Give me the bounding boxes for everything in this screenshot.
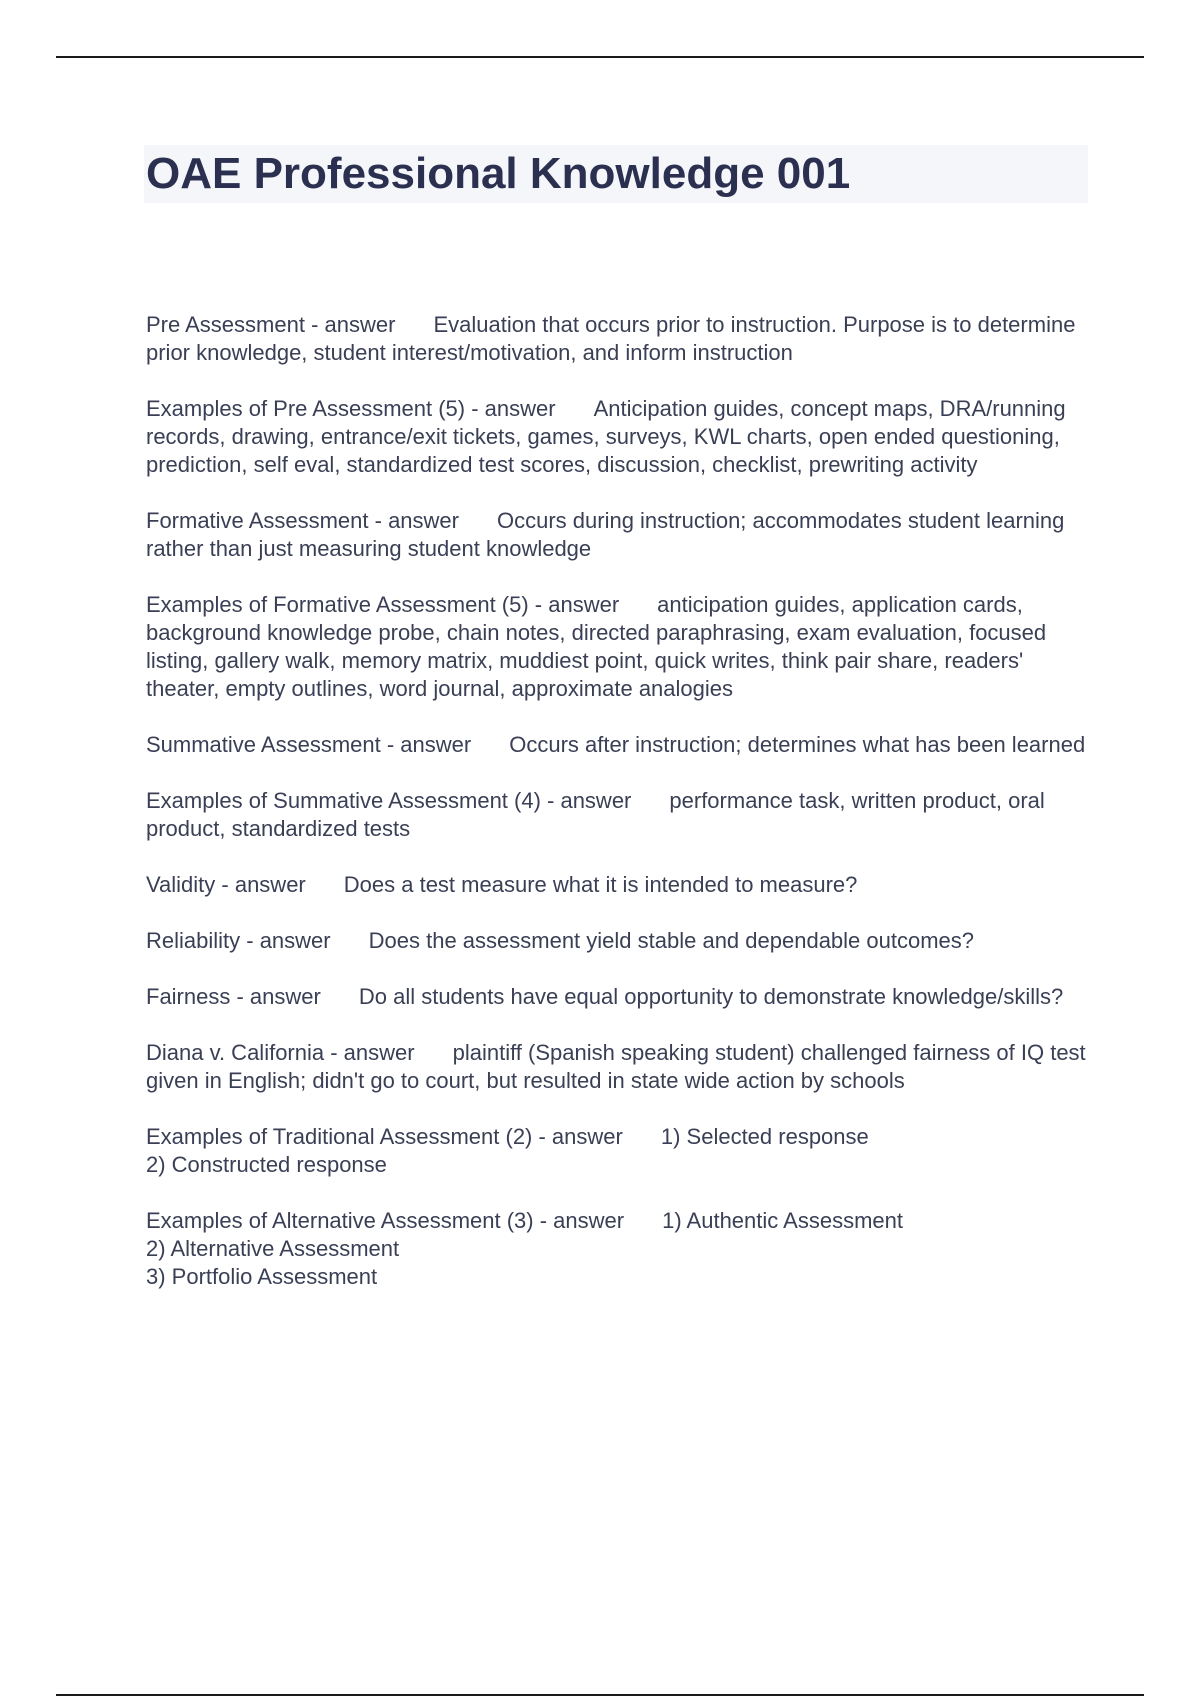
qa-answer: Occurs during instruction; accommodates student learning rather than just measuring student knowledge: [146, 508, 1065, 561]
qa-answer: 1) Authentic Assessment: [662, 1208, 903, 1233]
bottom-rule: [56, 1694, 1144, 1696]
qa-term: Reliability - answer: [146, 928, 331, 953]
qa-answer: Do all students have equal opportunity to demonstrate knowledge/skills?: [358, 984, 1064, 1009]
qa-item-validity: [146, 871, 1091, 899]
qa-answer: Evaluation that occurs prior to instruction. Purpose is to determine prior knowledge, student interest/motivation, and inform instruction: [146, 312, 1076, 365]
qa-term: Summative Assessment - answer: [146, 732, 472, 757]
qa-answer-line: 2) Constructed response: [146, 1152, 387, 1177]
qa-item-summative-assessment: [146, 731, 1091, 759]
qa-answer-line: 2) Alternative Assessment: [146, 1236, 400, 1261]
qa-answer: Does the assessment yield stable and dependable outcomes?: [368, 928, 975, 953]
top-rule: [56, 56, 1144, 58]
qa-term: Examples of Pre Assessment (5) - answer: [146, 396, 556, 421]
qa-term: Examples of Alternative Assessment (3) - answer: [146, 1208, 625, 1233]
qa-answer: Anticipation guides, concept maps, DRA/running records, drawing, entrance/exit tickets, games, surveys, KWL charts, open ended questioning, prediction, self eval, standardized test scores, discussion, checklist, prewriting activity: [146, 396, 1066, 477]
qa-answer-line: 3) Portfolio Assessment: [146, 1264, 378, 1289]
qa-term: Pre Assessment - answer: [146, 312, 396, 337]
qa-item-formative-assessment: [146, 507, 1091, 563]
qa-answer: performance task, written product, oral product, standardized tests: [146, 788, 1045, 841]
qa-item-examples-pre-assessment: [146, 395, 1091, 479]
document-title: OAE Professional Knowledge 001: [146, 149, 851, 198]
qa-answer: Occurs after instruction; determines what has been learned: [509, 732, 1086, 757]
qa-answer: plaintiff (Spanish speaking student) challenged fairness of IQ test given in English; didn't go to court, but resulted in state wide action by schools: [146, 1040, 1086, 1093]
qa-item-diana-v-california: [146, 1039, 1091, 1095]
qa-answer: anticipation guides, application cards, background knowledge probe, chain notes, directed paraphrasing, exam evaluation, focused listing, gallery walk, memory matrix, muddiest point, quick writes, think pair share, readers' theater, empty outlines, word journal, approximate analogies: [146, 592, 1047, 701]
qa-term: Validity - answer: [146, 872, 306, 897]
qa-term: Fairness - answer: [146, 984, 321, 1009]
qa-item-examples-alternative-assessment: [146, 1207, 1091, 1291]
qa-term: Examples of Traditional Assessment (2) - answer: [146, 1124, 623, 1149]
qa-answer: Does a test measure what it is intended to measure?: [343, 872, 858, 897]
qa-answer: 1) Selected response: [660, 1124, 869, 1149]
qa-item-pre-assessment: [146, 311, 1091, 367]
qa-item-reliability: [146, 927, 1091, 955]
qa-term: Diana v. California - answer: [146, 1040, 415, 1065]
qa-term: Formative Assessment - answer: [146, 508, 459, 533]
qa-term: Examples of Summative Assessment (4) - answer: [146, 788, 632, 813]
qa-item-fairness: [146, 983, 1091, 1011]
qa-term: Examples of Formative Assessment (5) - answer: [146, 592, 620, 617]
qa-item-examples-summative-assessment: [146, 787, 1091, 843]
qa-list: [146, 311, 1091, 1319]
qa-item-examples-formative-assessment: [146, 591, 1091, 703]
qa-item-examples-traditional-assessment: [146, 1123, 1091, 1179]
